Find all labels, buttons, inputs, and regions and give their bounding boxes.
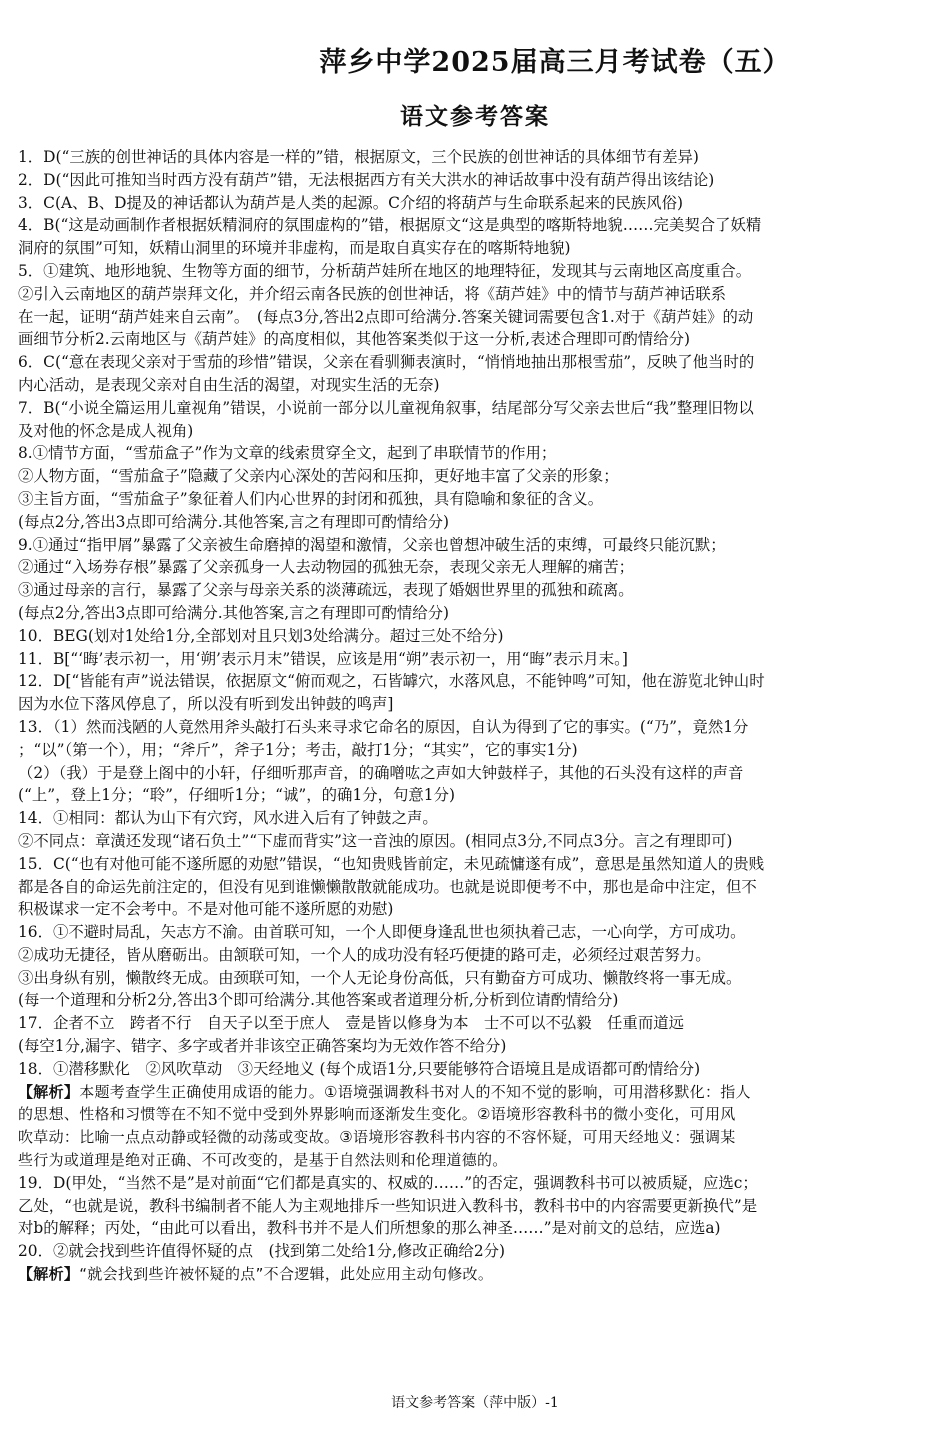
answer-line: ②通过“入场券存根”暴露了父亲孤身一人去动物园的孤独无奈，表现父亲无人理解的痛苦； bbox=[18, 558, 634, 577]
answer-line: 画细节分析2.云南地区与《葫芦娃》的高度相似，其他答案类似于这一分析,表述合理即可酌情给分) bbox=[18, 330, 690, 349]
answer-line: 因为水位下落风停息了，所以没有听到发出钟鼓的鸣声] bbox=[18, 695, 394, 714]
answer-line: 2．D(“因此可推知当时西方没有葫芦”错，无法根据西方有关大洪水的神话故事中没有葫芦得出该结论) bbox=[18, 170, 715, 189]
answer-line: ②不同点：章潢还发现“诸石负土”“下虚而背实”这一音浊的原因。(相同点3分,不同点3分。言之有理即可) bbox=[18, 831, 733, 850]
answer-line: ③主旨方面，“雪茄盒子”象征着人们内心世界的封闭和孤独，具有隐喻和象征的含义。 bbox=[18, 489, 604, 508]
page-title: 萍乡中学2025届高三月考试卷（五） bbox=[319, 47, 791, 78]
analysis-label: 【解析】 bbox=[18, 1082, 80, 1101]
answer-line: （2）（我）于是登上阁中的小轩，仔细听那声音，的确噌吰之声如大钟鼓样子，其他的石头没有这样的声音 bbox=[18, 763, 744, 782]
analysis-18 bbox=[18, 1081, 934, 1104]
answer-line: ③通过母亲的言行，暴露了父亲与母亲关系的淡薄疏远，表现了婚姻世界里的孤独和疏离。 bbox=[18, 581, 634, 600]
answer-line: 11．B[“‘晦’表示初一，用‘朔’表示月末”错误，应该是用“朔”表示初一，用“晦”表示月末。] bbox=[18, 649, 628, 668]
answer-line: 12．D[“皆能有声”说法错误，依据原文“俯而观之，石皆罅穴，水落风息，不能钟鸣”可知，他在游览北钟山时 bbox=[18, 672, 765, 691]
answer-line: (每空1分,漏字、错字、多字或者并非该空正确答案均为无效作答不给分) bbox=[18, 1037, 507, 1056]
answer-line: 4．B(“这是动画制作者根据妖精洞府的氛围虚构的”错，根据原文“这是典型的喀斯特地貌……完美契合了妖精 bbox=[18, 216, 762, 235]
answer-line: ；“以”（第一个），用；“斧斤”，斧子1分；考击，敲打1分；“其实”，它的事实1分) bbox=[18, 740, 578, 759]
analysis-text: 本题考查学生正确使用成语的能力。①语境强调教科书对人的不知不觉的影响，可用潜移默化：指人 bbox=[79, 1082, 751, 1101]
analysis-text: 的思想、性格和习惯等在不知不觉中受到外界影响而逐渐发生变化。②语境形容教科书的微小变化，可用风 bbox=[18, 1105, 736, 1124]
answer-line: (每点2分,答出3点即可给满分.其他答案,言之有理即可酌情给分) bbox=[18, 512, 450, 531]
answer-line: ②人物方面，“雪茄盒子”隐藏了父亲内心深处的苦闷和压抑，更好地丰富了父亲的形象； bbox=[18, 467, 619, 486]
answer-line: 内心活动，是表现父亲对自由生活的渴望，对现实生活的无奈) bbox=[18, 375, 440, 394]
answer-line: 乙处，“也就是说，教科书编制者不能人为主观地排斥一些知识进入教科书，教科书中的内容需要更新换代”是 bbox=[18, 1196, 758, 1215]
analysis-label: 【解析】 bbox=[18, 1265, 80, 1284]
answer-line: 18．①潜移默化 ②风吹草动 ③天经地义 (每个成语1分,只要能够符合语境且是成语都可酌情给分) bbox=[18, 1059, 701, 1078]
answer-line: 17．企者不立 跨者不行 自天子以至于庶人 壹是皆以修身为本 士不可以不弘毅 任重而道远 bbox=[18, 1014, 684, 1033]
answer-line: 6．C(“意在表现父亲对于雪茄的珍惜”错误，父亲在看驯狮表演时，“悄悄地抽出那根雪茄”，反映了他当时的 bbox=[18, 353, 755, 372]
analysis-20 bbox=[18, 1263, 934, 1286]
answer-line: 19．D(甲处，“当然不是”是对前面“它们都是真实的、权威的……”的否定，强调教科书可以被质疑，应选c； bbox=[18, 1173, 758, 1192]
answer-line: 15．C(“也有对他可能不遂所愿的劝慰”错误，“也知贵贱皆前定，未见疏慵遂有成”，意思是虽然知道人的贵贱 bbox=[18, 854, 765, 873]
answer-line: 洞府的氛围”可知，妖精山洞里的环境并非虚构，而是取自真实存在的喀斯特地貌) bbox=[18, 239, 571, 258]
answer-line: 13．（1）然而浅陋的人竟然用斧头敲打石头来寻求它命名的原因，自认为得到了它的事实。(“乃”，竟然1分 bbox=[18, 717, 749, 736]
answer-line: ③出身纵有别，懒散终无成。由颈联可知，一个人无论身份高低，只有勤奋方可成功、懒散终将一事无成。 bbox=[18, 968, 742, 987]
answer-line: 16．①不避时局乱，矢志方不渝。由首联可知，一个人即便身逢乱世也须执着己志，一心向学，方可成功。 bbox=[18, 923, 746, 942]
answer-line: 8.①情节方面，“雪茄盒子”作为文章的线索贯穿全文，起到了串联情节的作用； bbox=[18, 444, 557, 463]
analysis-text: 些行为或道理是绝对正确、不可改变的，是基于自然法则和伦理道德的。 bbox=[18, 1151, 508, 1170]
answer-line: 9.①通过“指甲屑”暴露了父亲被生命磨掉的渴望和激情，父亲也曾想冲破生活的束缚，可最终只能沉默； bbox=[18, 535, 726, 554]
page-footer: 语文参考答案（萍中版）-1 bbox=[391, 1395, 559, 1411]
answer-line: ②引入云南地区的葫芦崇拜文化，并介绍云南各民族的创世神话，将《葫芦娃》中的情节与葫芦神话联系 bbox=[18, 284, 726, 303]
answer-line: 7．B(“小说全篇运用儿童视角”错误，小说前一部分以儿童视角叙事，结尾部分写父亲去世后“我”整理旧物以 bbox=[18, 398, 754, 417]
answer-line: 3．C(A、B、D提及的神话都认为葫芦是人类的起源。C介绍的将葫芦与生命联系起来的民族风俗) bbox=[18, 193, 683, 212]
answer-line: (每点2分,答出3点即可给满分.其他答案,言之有理即可酌情给分) bbox=[18, 603, 450, 622]
answer-line: 及对他的怀念是成人视角) bbox=[18, 421, 194, 440]
answer-line: 1．D(“三族的创世神话的具体内容是一样的”错，根据原文，三个民族的创世神话的具体细节有差异) bbox=[18, 148, 699, 166]
answer-line: 都是各自的命运先前注定的，但没有见到谁懒懒散散就能成功。也就是说即便考不中，那也是命中注定，但不 bbox=[18, 877, 757, 896]
answer-line: ②成功无捷径，皆从磨砺出。由颔联可知，一个人的成功没有轻巧便捷的路可走，必须经过艰苦努力。 bbox=[18, 945, 711, 964]
page-subtitle: 语文参考答案 bbox=[400, 103, 550, 130]
answer-line: 在一起，证明“葫芦娃来自云南”。 (每点3分,答出2点即可给满分.答案关键词需要包含1.对于《葫芦娃》的动 bbox=[18, 307, 754, 326]
answer-line: 10．BEG(划对1处给1分,全部划对且只划3处给满分。超过三处不给分) bbox=[18, 626, 504, 645]
answer-line: (“上”，登上1分；“聆”，仔细听1分；“诚”，的确1分，句意1分) bbox=[18, 786, 455, 805]
answer-line: 14．①相同：都认为山下有穴窍，风水进入后有了钟鼓之声。 bbox=[18, 809, 438, 828]
answer-content bbox=[18, 146, 934, 1286]
analysis-text: 吹草动：比喻一点点动静或轻微的动荡或变故。③语境形容教科书内容的不容怀疑，可用天经地义：强调某 bbox=[18, 1128, 736, 1147]
analysis-text: “就会找到些许被怀疑的点”不合逻辑，此处应用主动句修改。 bbox=[79, 1265, 494, 1284]
answer-line: 5．①建筑、地形地貌、生物等方面的细节，分析葫芦娃所在地区的地理特征，发现其与云南地区高度重合。 bbox=[18, 261, 752, 280]
answer-line: 积极谋求一定不会考中。不是对他可能不遂所愿的劝慰) bbox=[18, 900, 394, 919]
answer-line: 对b的解释；丙处，“由此可以看出，教科书并不是人们所想象的那么神圣……”是对前文的总结，应选a) bbox=[18, 1219, 721, 1238]
answer-line: 20．②就会找到些许值得怀疑的点 (找到第二处给1分,修改正确给2分) bbox=[18, 1242, 506, 1261]
answer-line: (每一个道理和分析2分,答出3个即可给满分.其他答案或者道理分析,分析到位请酌情给分) bbox=[18, 991, 619, 1010]
